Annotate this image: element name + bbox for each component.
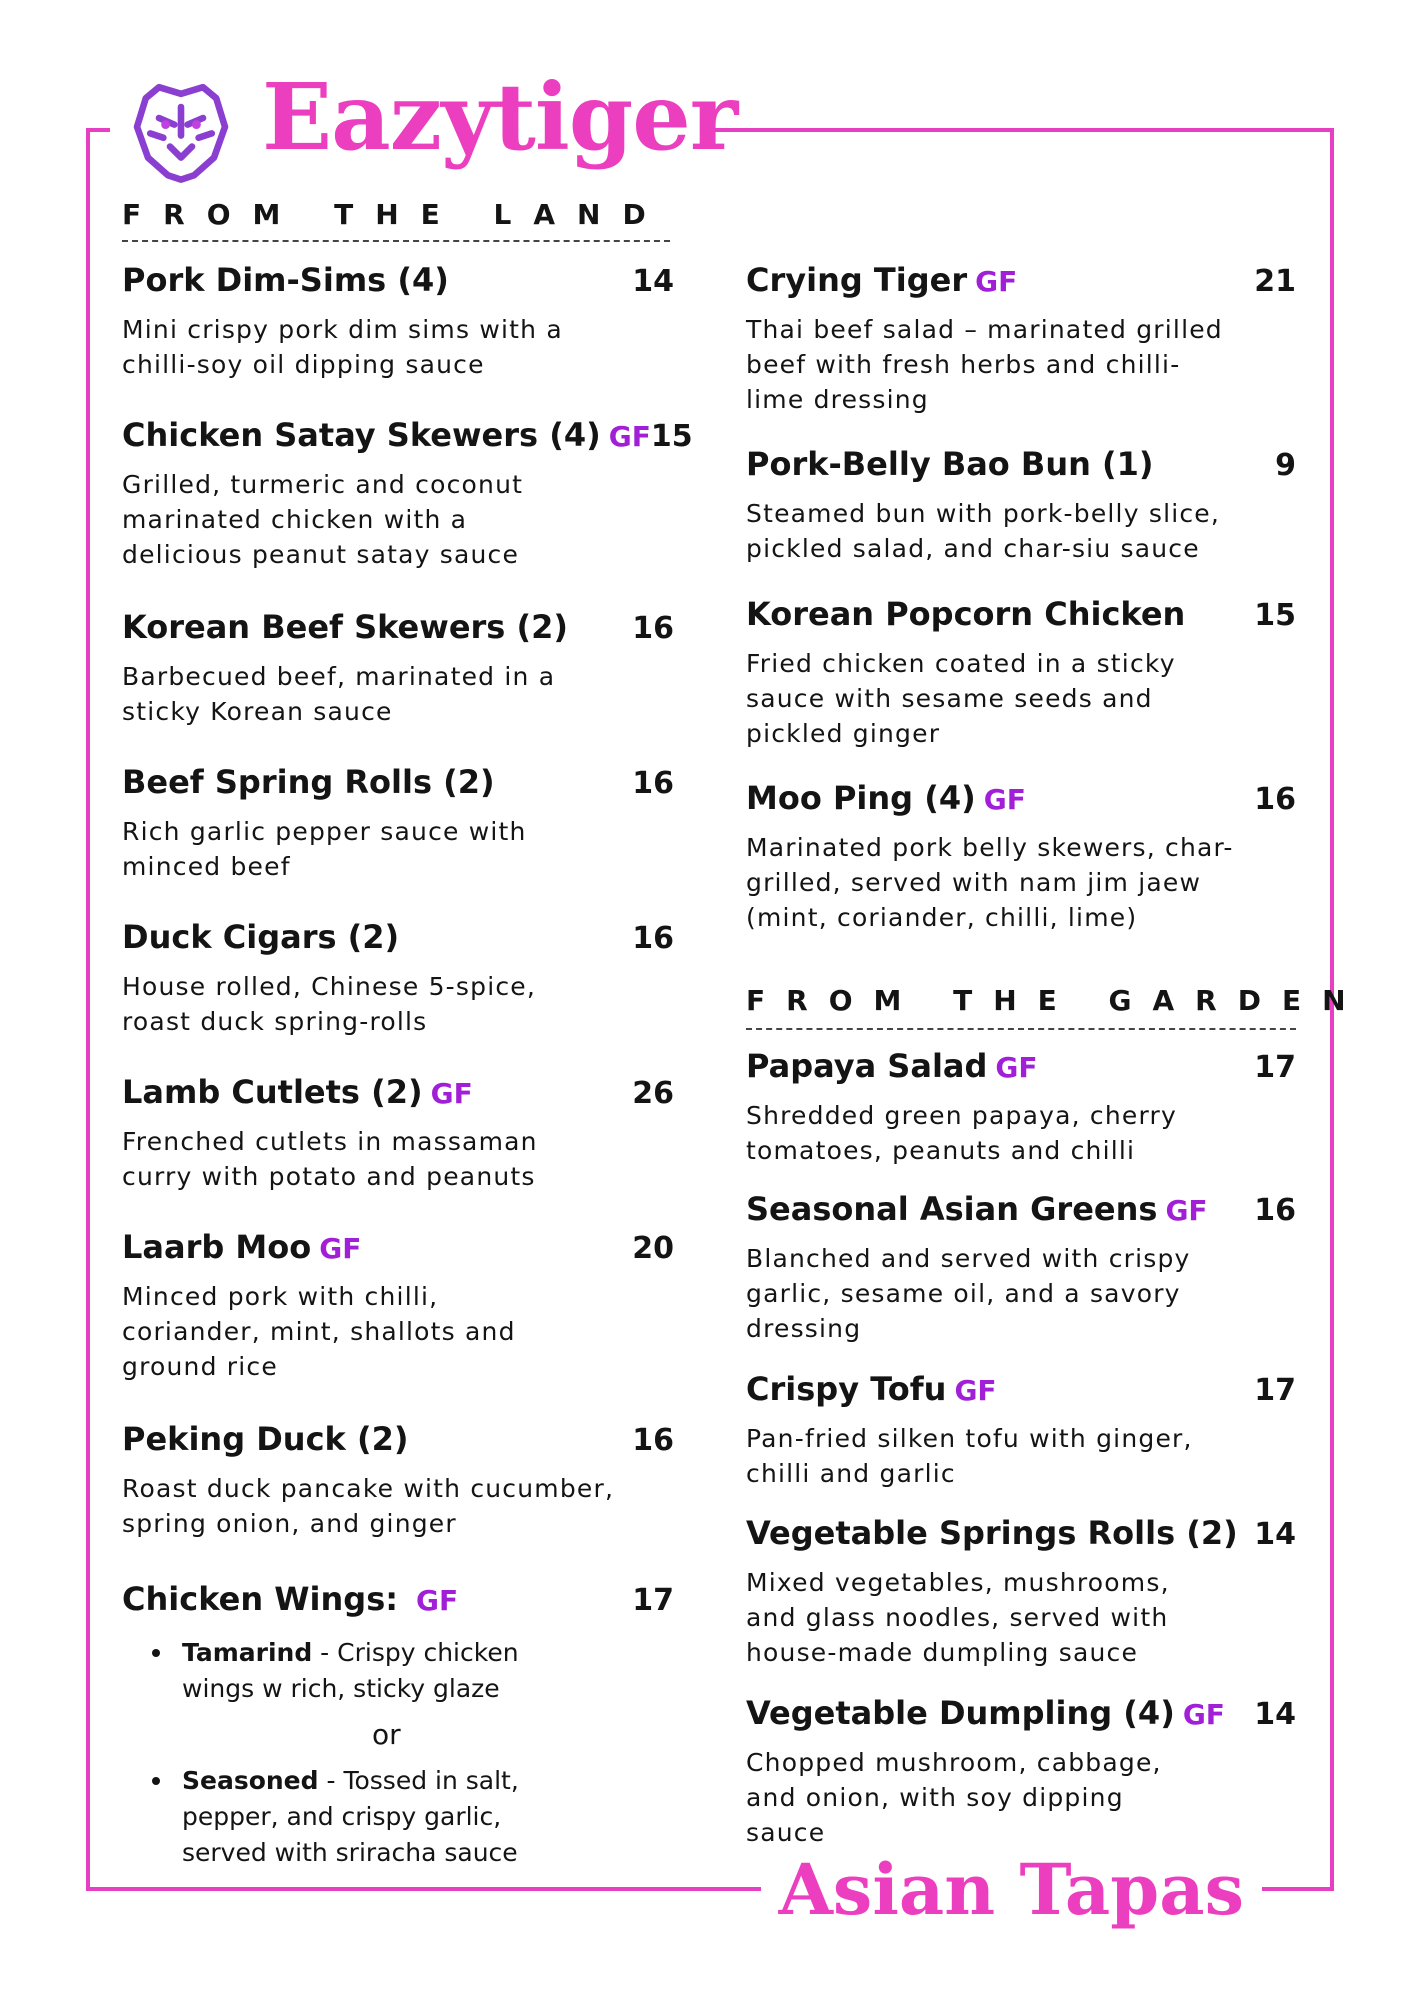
section-divider-garden — [746, 1028, 1296, 1030]
item-price: 16 — [1254, 782, 1296, 817]
item-name: Crying Tiger — [746, 261, 968, 299]
wing-option — [182, 1635, 562, 1707]
land-right-column — [746, 258, 1296, 960]
item-description: Mixed vegetables, mushrooms, and glass noodles, served with house-made dumpling sauce — [746, 1568, 1170, 1667]
item-name: Beef Spring Rolls (2) — [122, 763, 495, 801]
menu-item — [746, 1044, 1296, 1187]
item-price: 15 — [1254, 598, 1296, 633]
menu-item — [746, 1511, 1296, 1691]
item-name: Duck Cigars (2) — [122, 918, 400, 956]
section-title-garden: FROM THE GARDEN — [746, 984, 1367, 1017]
gf-badge: GF — [995, 1051, 1038, 1084]
item-name: Moo Ping (4) — [746, 779, 976, 817]
item-price: 17 — [1254, 1373, 1296, 1408]
gf-badge: GF — [983, 783, 1026, 816]
item-name: Seasonal Asian Greens — [746, 1190, 1158, 1228]
item-description: Steamed bun with pork-belly slice, pickled salad, and char-siu sauce — [746, 499, 1221, 563]
item-price: 26 — [632, 1076, 674, 1111]
item-name: Chicken Wings: — [122, 1580, 399, 1618]
gf-badge: GF — [954, 1374, 997, 1407]
item-price: 17 — [1254, 1050, 1296, 1085]
gf-badge: GF — [1182, 1698, 1225, 1731]
menu-item — [746, 776, 1296, 960]
item-description: Blanched and served with crispy garlic, sesame oil, and a savory dressing — [746, 1244, 1191, 1343]
item-price: 21 — [1254, 264, 1296, 299]
item-description: Minced pork with chilli, coriander, mint, shallots and ground rice — [122, 1282, 516, 1381]
menu-item — [746, 592, 1296, 776]
menu-item — [746, 258, 1296, 442]
wing-options — [122, 1763, 674, 1871]
option-description: - Tossed in salt, pepper, and crispy garlic, served with sriracha sauce — [182, 1766, 519, 1867]
menu-item — [122, 1070, 674, 1225]
tiger-head-icon — [126, 74, 236, 184]
item-description: Barbecued beef, marinated in a sticky Korean sauce — [122, 662, 556, 726]
item-price: 16 — [1254, 1193, 1296, 1228]
item-description: Roast duck pancake with cucumber, spring onion, and ginger — [122, 1474, 615, 1538]
menu-item — [746, 1691, 1296, 1850]
gf-badge: GF — [430, 1077, 473, 1110]
section-divider-land — [122, 240, 670, 242]
item-description: Fried chicken coated in a sticky sauce with sesame seeds and pickled ginger — [746, 649, 1176, 748]
item-price: 16 — [632, 921, 674, 956]
item-price: 14 — [632, 264, 674, 299]
menu-item — [122, 1225, 674, 1417]
or-text: or — [372, 1718, 401, 1751]
item-description: Chopped mushroom, cabbage, and onion, with soy dipping sauce — [746, 1748, 1162, 1847]
option-name: Seasoned — [182, 1766, 319, 1795]
land-left-column — [122, 258, 693, 1871]
gf-badge: GF — [416, 1584, 459, 1617]
item-description: Pan-fried silken tofu with ginger, chilli and garlic — [746, 1424, 1193, 1488]
gf-badge: GF — [1165, 1194, 1208, 1227]
item-name: Chicken Satay Skewers (4) — [122, 416, 601, 454]
gf-badge: GF — [319, 1232, 362, 1265]
menu-item — [122, 258, 674, 413]
menu-item — [122, 1417, 674, 1577]
menu-item — [122, 760, 674, 915]
item-name: Pork-Belly Bao Bun (1) — [746, 445, 1154, 483]
item-price: 9 — [1275, 448, 1296, 483]
item-price: 20 — [632, 1231, 674, 1266]
gf-badge: GF — [608, 420, 651, 453]
menu-item — [122, 915, 674, 1070]
item-price: 14 — [1254, 1697, 1296, 1732]
menu-item — [122, 605, 674, 760]
item-price: 14 — [1254, 1517, 1296, 1552]
item-description: Grilled, turmeric and coconut marinated chicken with a delicious peanut satay sauce — [122, 470, 524, 569]
brand-name: Eazytiger — [262, 63, 738, 171]
item-name: Laarb Moo — [122, 1228, 312, 1266]
option-name: Tamarind — [182, 1638, 313, 1667]
item-name: Vegetable Dumpling (4) — [746, 1694, 1175, 1732]
item-name: Korean Beef Skewers (2) — [122, 608, 568, 646]
item-price: 16 — [632, 611, 674, 646]
item-price: 15 — [650, 419, 693, 454]
item-description: House rolled, Chinese 5-spice, roast duck spring-rolls — [122, 972, 537, 1036]
menu-item — [746, 442, 1296, 592]
gf-badge: GF — [975, 265, 1018, 298]
item-name: Papaya Salad — [746, 1047, 988, 1085]
wing-option — [182, 1763, 562, 1871]
item-name: Vegetable Springs Rolls (2) — [746, 1514, 1238, 1552]
item-description: Mini crispy pork dim sims with a chilli-soy oil dipping sauce — [122, 315, 563, 379]
item-description: Marinated pork belly skewers, char-grilled, served with nam jim jaew (mint, coriander, chilli, lime) — [746, 833, 1234, 932]
item-description: Thai beef salad – marinated grilled beef with fresh herbs and chilli-lime dressing — [746, 315, 1223, 414]
frame-top-right — [704, 128, 1334, 132]
item-name: Pork Dim-Sims (4) — [122, 261, 449, 299]
item-description: Rich garlic pepper sauce with minced beef — [122, 817, 527, 881]
item-description: Frenched cutlets in massaman curry with potato and peanuts — [122, 1127, 538, 1191]
item-price: 17 — [632, 1583, 674, 1618]
menu-item — [746, 1367, 1296, 1511]
section-title-land: FROM THE LAND — [122, 198, 668, 231]
wing-options — [122, 1635, 674, 1707]
frame-left — [86, 128, 90, 1891]
garden-column — [746, 1044, 1296, 1850]
item-price: 16 — [632, 1423, 674, 1458]
item-name: Lamb Cutlets (2) — [122, 1073, 423, 1111]
tagline: Asian Tapas — [761, 1848, 1262, 1932]
item-description: Shredded green papaya, cherry tomatoes, peanuts and chilli — [746, 1101, 1177, 1165]
item-name: Korean Popcorn Chicken — [746, 595, 1186, 633]
menu-item — [122, 413, 693, 605]
item-name: Peking Duck (2) — [122, 1420, 409, 1458]
option-description: - Crispy chicken wings w rich, sticky glaze — [182, 1638, 519, 1703]
menu-item — [746, 1187, 1296, 1367]
menu-item-chicken-wings — [122, 1577, 674, 1871]
item-name: Crispy Tofu — [746, 1370, 947, 1408]
item-price: 16 — [632, 766, 674, 801]
